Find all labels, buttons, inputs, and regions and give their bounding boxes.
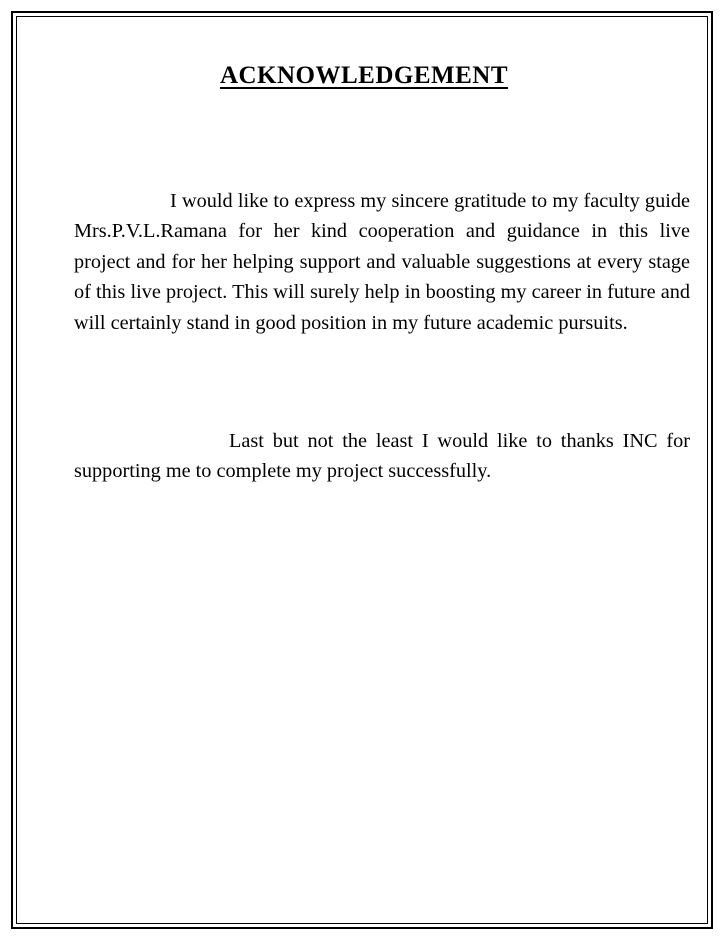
acknowledgement-paragraph-1: I would like to express my sincere gratitude to my faculty guide Mrs.P.V.L.Ramana for her kind cooperation and guidance in this live project and for her helping support and valuable suggestions at every stage of this live project. This will surely help in boosting my career in future and will certainly stand in good position in my future academic pursuits. <box>74 190 690 334</box>
page-title <box>0 62 728 90</box>
page-title-text: ACKNOWLEDGEMENT <box>219 62 509 89</box>
acknowledgement-paragraph-2: Last but not the least I would like to thanks INC for supporting me to complete my project successfully. <box>74 430 690 483</box>
